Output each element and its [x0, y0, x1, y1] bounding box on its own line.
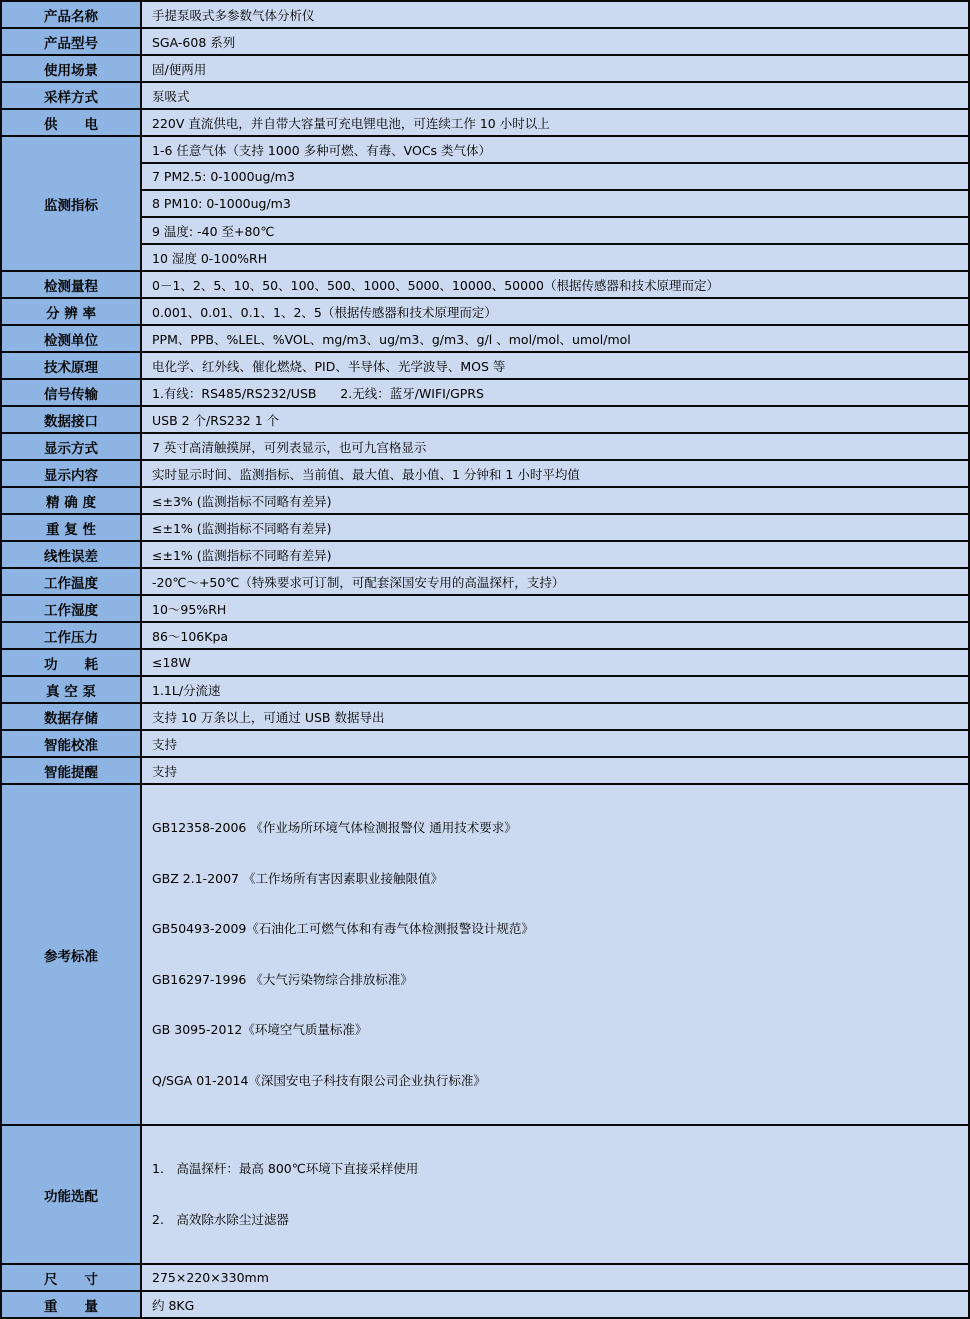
spec-label-smart-calibration: 智能校准 [1, 730, 141, 757]
spec-value-vacuum-pump: 1.1L/分流速 [141, 676, 969, 703]
spec-row-smart-calibration [1, 730, 969, 757]
spec-value-resolution: 0.001、0.01、0.1、1、2、5（根据传感器和技术原理而定） [141, 298, 969, 325]
spec-label-reference-standards: 参考标准 [1, 784, 141, 1125]
spec-label-linearity-error: 线性误差 [1, 541, 141, 568]
spec-value-power-supply: 220V 直流供电，并自带大容量可充电锂电池，可连续工作 10 小时以上 [141, 109, 969, 136]
spec-row-working-humidity [1, 595, 969, 622]
reference-standard-line: GB16297-1996 《大气污染物综合排放标准》 [152, 971, 413, 987]
spec-value-monitoring-indicator-temperature: 9 温度: -40 至+80℃ [141, 217, 969, 244]
spec-value-working-pressure: 86～106Kpa [141, 622, 969, 649]
spec-value-dimensions: 275×220×330mm [141, 1264, 969, 1291]
spec-value-detection-unit: PPM、PPB、%LEL、%VOL、mg/m3、ug/m3、g/m3、g/l 、mol/mol、umol/mol [141, 325, 969, 352]
spec-row-working-pressure [1, 622, 969, 649]
optional-function-line: 1. 高温探杆：最高 800℃环境下直接采样使用 [152, 1161, 419, 1176]
spec-value-signal-transmission: 1.有线：RS485/RS232/USB 2.无线：蓝牙/WIFI/GPRS [141, 379, 969, 406]
spec-row-display-mode [1, 433, 969, 460]
optional-function-line: 2. 高效除水除尘过滤器 [152, 1211, 289, 1227]
spec-label-display-content: 显示内容 [1, 460, 141, 487]
spec-row-optional-functions [1, 1125, 969, 1264]
spec-value-monitoring-indicator-humidity: 10 湿度 0-100%RH [141, 244, 969, 271]
reference-standard-line: Q/SGA 01-2014《深国安电子科技有限公司企业执行标准》 [152, 1072, 486, 1088]
spec-label-data-storage: 数据存储 [1, 703, 141, 730]
spec-label-detection-unit: 检测单位 [1, 325, 141, 352]
spec-value-monitoring-indicator-pm10: 8 PM10: 0-1000ug/m3 [141, 190, 969, 217]
spec-value-detection-range: 0－1、2、5、10、50、100、500、1000、5000、10000、50000（根据传感器和技术原理而定） [141, 271, 969, 298]
reference-standard-line: GBZ 2.1-2007 《工作场所有害因素职业接触限值》 [152, 870, 443, 886]
spec-value-linearity-error: ≤±1% (监测指标不同略有差异) [141, 541, 969, 568]
spec-row-product-model [1, 28, 969, 55]
spec-label-power-supply: 供 电 [1, 109, 141, 136]
spec-label-sampling-method: 采样方式 [1, 82, 141, 109]
spec-value-monitoring-indicator-pm25: 7 PM2.5: 0-1000ug/m3 [141, 163, 969, 190]
spec-label-vacuum-pump: 真 空 泵 [1, 676, 141, 703]
spec-label-technology-principle: 技术原理 [1, 352, 141, 379]
spec-row-data-storage [1, 703, 969, 730]
reference-standard-line: GB12358-2006 《作业场所环境气体检测报警仪 通用技术要求》 [152, 820, 517, 835]
spec-row-display-content [1, 460, 969, 487]
spec-row-reference-standards [1, 784, 969, 1125]
spec-label-product-name: 产品名称 [1, 1, 141, 28]
spec-value-reference-standards [141, 784, 969, 1125]
spec-value-smart-reminder: 支持 [141, 757, 969, 784]
spec-row-product-name [1, 1, 969, 28]
spec-label-resolution: 分 辨 率 [1, 298, 141, 325]
spec-label-working-humidity: 工作湿度 [1, 595, 141, 622]
spec-row-power-consumption [1, 649, 969, 676]
spec-value-data-storage: 支持 10 万条以上，可通过 USB 数据导出 [141, 703, 969, 730]
spec-label-power-consumption: 功 耗 [1, 649, 141, 676]
spec-row-weight [1, 1291, 969, 1318]
spec-label-dimensions: 尺 寸 [1, 1264, 141, 1291]
spec-row-detection-unit [1, 325, 969, 352]
spec-row-resolution [1, 298, 969, 325]
spec-label-display-mode: 显示方式 [1, 433, 141, 460]
spec-row-monitoring-indicators-4 [1, 217, 969, 244]
spec-value-product-model: SGA-608 系列 [141, 28, 969, 55]
spec-value-usage-scenario: 固/便两用 [141, 55, 969, 82]
spec-label-smart-reminder: 智能提醒 [1, 757, 141, 784]
spec-label-working-pressure: 工作压力 [1, 622, 141, 649]
spec-value-display-mode: 7 英寸高清触摸屏，可列表显示，也可九宫格显示 [141, 433, 969, 460]
spec-label-signal-transmission: 信号传输 [1, 379, 141, 406]
spec-value-working-temperature: -20℃～+50℃（特殊要求可订制，可配套深国安专用的高温探杆，支持） [141, 568, 969, 595]
spec-value-data-interface: USB 2 个/RS232 1 个 [141, 406, 969, 433]
spec-row-detection-range [1, 271, 969, 298]
spec-label-monitoring-indicators: 监测指标 [1, 136, 141, 271]
spec-value-product-name: 手提泵吸式多参数气体分析仪 [141, 1, 969, 28]
spec-row-repeatability [1, 514, 969, 541]
spec-row-monitoring-indicators-3 [1, 190, 969, 217]
spec-value-optional-functions [141, 1125, 969, 1264]
spec-row-accuracy [1, 487, 969, 514]
spec-value-power-consumption: ≤18W [141, 649, 969, 676]
spec-row-usage-scenario [1, 55, 969, 82]
spec-value-sampling-method: 泵吸式 [141, 82, 969, 109]
spec-label-optional-functions: 功能选配 [1, 1125, 141, 1264]
spec-row-smart-reminder [1, 757, 969, 784]
spec-value-monitoring-indicator-gases: 1-6 任意气体（支持 1000 多种可燃、有毒、VOCs 类气体） [141, 136, 969, 163]
spec-label-accuracy: 精 确 度 [1, 487, 141, 514]
spec-value-weight: 约 8KG [141, 1291, 969, 1318]
spec-label-working-temperature: 工作温度 [1, 568, 141, 595]
spec-row-data-interface [1, 406, 969, 433]
spec-row-monitoring-indicators-1 [1, 136, 969, 163]
spec-value-repeatability: ≤±1% (监测指标不同略有差异) [141, 514, 969, 541]
spec-value-smart-calibration: 支持 [141, 730, 969, 757]
spec-value-display-content: 实时显示时间、监测指标、当前值、最大值、最小值、1 分钟和 1 小时平均值 [141, 460, 969, 487]
spec-row-working-temperature [1, 568, 969, 595]
spec-row-monitoring-indicators-5 [1, 244, 969, 271]
spec-row-linearity-error [1, 541, 969, 568]
spec-label-repeatability: 重 复 性 [1, 514, 141, 541]
spec-row-dimensions [1, 1264, 969, 1291]
reference-standard-line: GB 3095-2012《环境空气质量标准》 [152, 1022, 368, 1037]
spec-label-usage-scenario: 使用场景 [1, 55, 141, 82]
spec-value-accuracy: ≤±3% (监测指标不同略有差异) [141, 487, 969, 514]
spec-value-technology-principle: 电化学、红外线、催化燃烧、PID、半导体、光学波导、MOS 等 [141, 352, 969, 379]
spec-row-vacuum-pump [1, 676, 969, 703]
spec-value-working-humidity: 10～95%RH [141, 595, 969, 622]
spec-row-power-supply [1, 109, 969, 136]
spec-label-product-model: 产品型号 [1, 28, 141, 55]
spec-row-monitoring-indicators-2 [1, 163, 969, 190]
reference-standard-line: GB50493-2009《石油化工可燃气体和有毒气体检测报警设计规范》 [152, 921, 534, 936]
spec-label-weight: 重 量 [1, 1291, 141, 1318]
spec-row-signal-transmission [1, 379, 969, 406]
spec-label-data-interface: 数据接口 [1, 406, 141, 433]
spec-row-technology-principle [1, 352, 969, 379]
spec-label-detection-range: 检测量程 [1, 271, 141, 298]
spec-row-sampling-method [1, 82, 969, 109]
